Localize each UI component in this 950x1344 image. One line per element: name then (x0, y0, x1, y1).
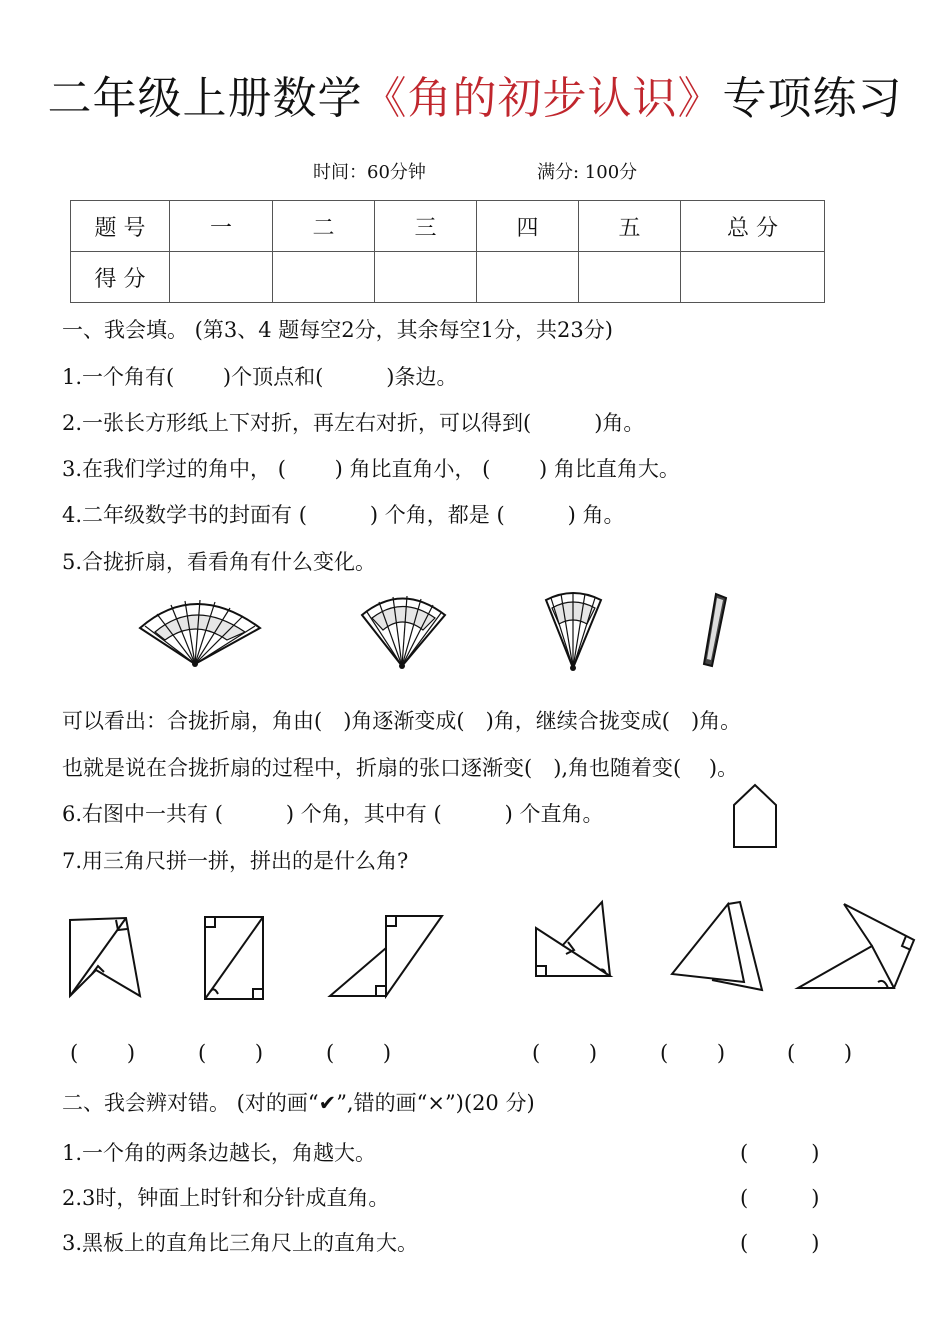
q7-blank-2[interactable]: ( ) (198, 1041, 264, 1065)
header-cell: 一 (170, 201, 273, 252)
question-2: 2.一张长方形纸上下对折，再左右对折，可以得到( )角。 (62, 411, 645, 435)
header-cell: 三 (375, 201, 477, 252)
score-cell[interactable] (681, 252, 825, 303)
set-square-combo-3 (326, 910, 446, 1000)
q7-blank-5[interactable]: ( ) (660, 1041, 726, 1065)
judge-blank-2[interactable]: ( ) (740, 1186, 820, 1210)
header-cell: 五 (579, 201, 681, 252)
q7-blank-6[interactable]: ( ) (787, 1041, 853, 1065)
section1-heading: 一、我会填。 (第3、4 题每空2分，其余每空1分，共23分) (62, 318, 613, 342)
question-6: 6.右图中一共有 ( ) 个角，其中有 ( ) 个直角。 (62, 802, 604, 826)
question-5-answer-line-1: 可以看出：合拢折扇，角由( )角逐渐变成( )角，继续合拢变成( )角。 (62, 709, 742, 733)
score-cell[interactable] (375, 252, 477, 303)
question-4: 4.二年级数学书的封面有 ( ) 个角，都是 ( ) 角。 (62, 503, 625, 527)
set-square-combo-5 (668, 898, 764, 996)
q7-blank-1[interactable]: ( ) (70, 1041, 136, 1065)
title-part-3: 专项练习 (722, 73, 903, 124)
header-cell: 四 (477, 201, 579, 252)
q7-blank-4[interactable]: ( ) (532, 1041, 598, 1065)
question-7: 7.用三角尺拼一拼，拼出的是什么角? (62, 849, 409, 873)
full-score: 满分: 100分 (537, 162, 638, 183)
row-label: 得 分 (71, 252, 170, 303)
set-square-combo-4 (532, 898, 612, 980)
question-3: 3.在我们学过的角中， ( ) 角比直角小， ( ) 角比直角大。 (62, 457, 680, 481)
header-cell: 总 分 (681, 201, 825, 252)
pentagon-figure (732, 783, 778, 849)
time-limit: 时间：60分钟 (313, 162, 426, 183)
score-cell[interactable] (579, 252, 681, 303)
score-cell[interactable] (170, 252, 273, 303)
score-table-header (71, 201, 825, 252)
score-cell[interactable] (273, 252, 375, 303)
q7-blank-3[interactable]: ( ) (326, 1041, 392, 1065)
set-square-combo-2 (200, 914, 270, 1004)
fan-narrow-image (543, 590, 608, 672)
set-square-combo-6 (794, 898, 919, 992)
judge-blank-1[interactable]: ( ) (740, 1141, 820, 1165)
page-title (0, 62, 950, 126)
fan-closed-image (698, 590, 728, 670)
question-1: 1.一个角有( )个顶点和( )条边。 (62, 365, 458, 389)
fan-half-open-image (357, 590, 452, 670)
score-cell[interactable] (477, 252, 579, 303)
judge-item-2: 2.3时，钟面上时针和分针成直角。 (62, 1186, 390, 1210)
title-part-2: 《角的初步认识》 (362, 73, 723, 124)
judge-blank-3[interactable]: ( ) (740, 1231, 820, 1255)
score-table-row (71, 252, 825, 303)
question-5-answer-line-2: 也就是说在合拢折扇的过程中，折扇的张口逐渐变( ),角也随着变( )。 (62, 756, 739, 780)
set-square-combo-1 (64, 912, 144, 1002)
fan-open-image (135, 590, 265, 670)
judge-item-3: 3.黑板上的直角比三角尺上的直角大。 (62, 1231, 419, 1255)
question-5: 5.合拢折扇，看看角有什么变化。 (62, 550, 377, 574)
judge-item-1: 1.一个角的两条边越长，角越大。 (62, 1141, 377, 1165)
title-part-1: 二年级上册数学 (47, 73, 363, 124)
header-cell: 题 号 (71, 201, 170, 252)
section2-heading: 二、我会辨对错。 (对的画“✔”,错的画“×”)(20 分) (62, 1091, 535, 1115)
score-table (70, 200, 825, 303)
header-cell: 二 (273, 201, 375, 252)
